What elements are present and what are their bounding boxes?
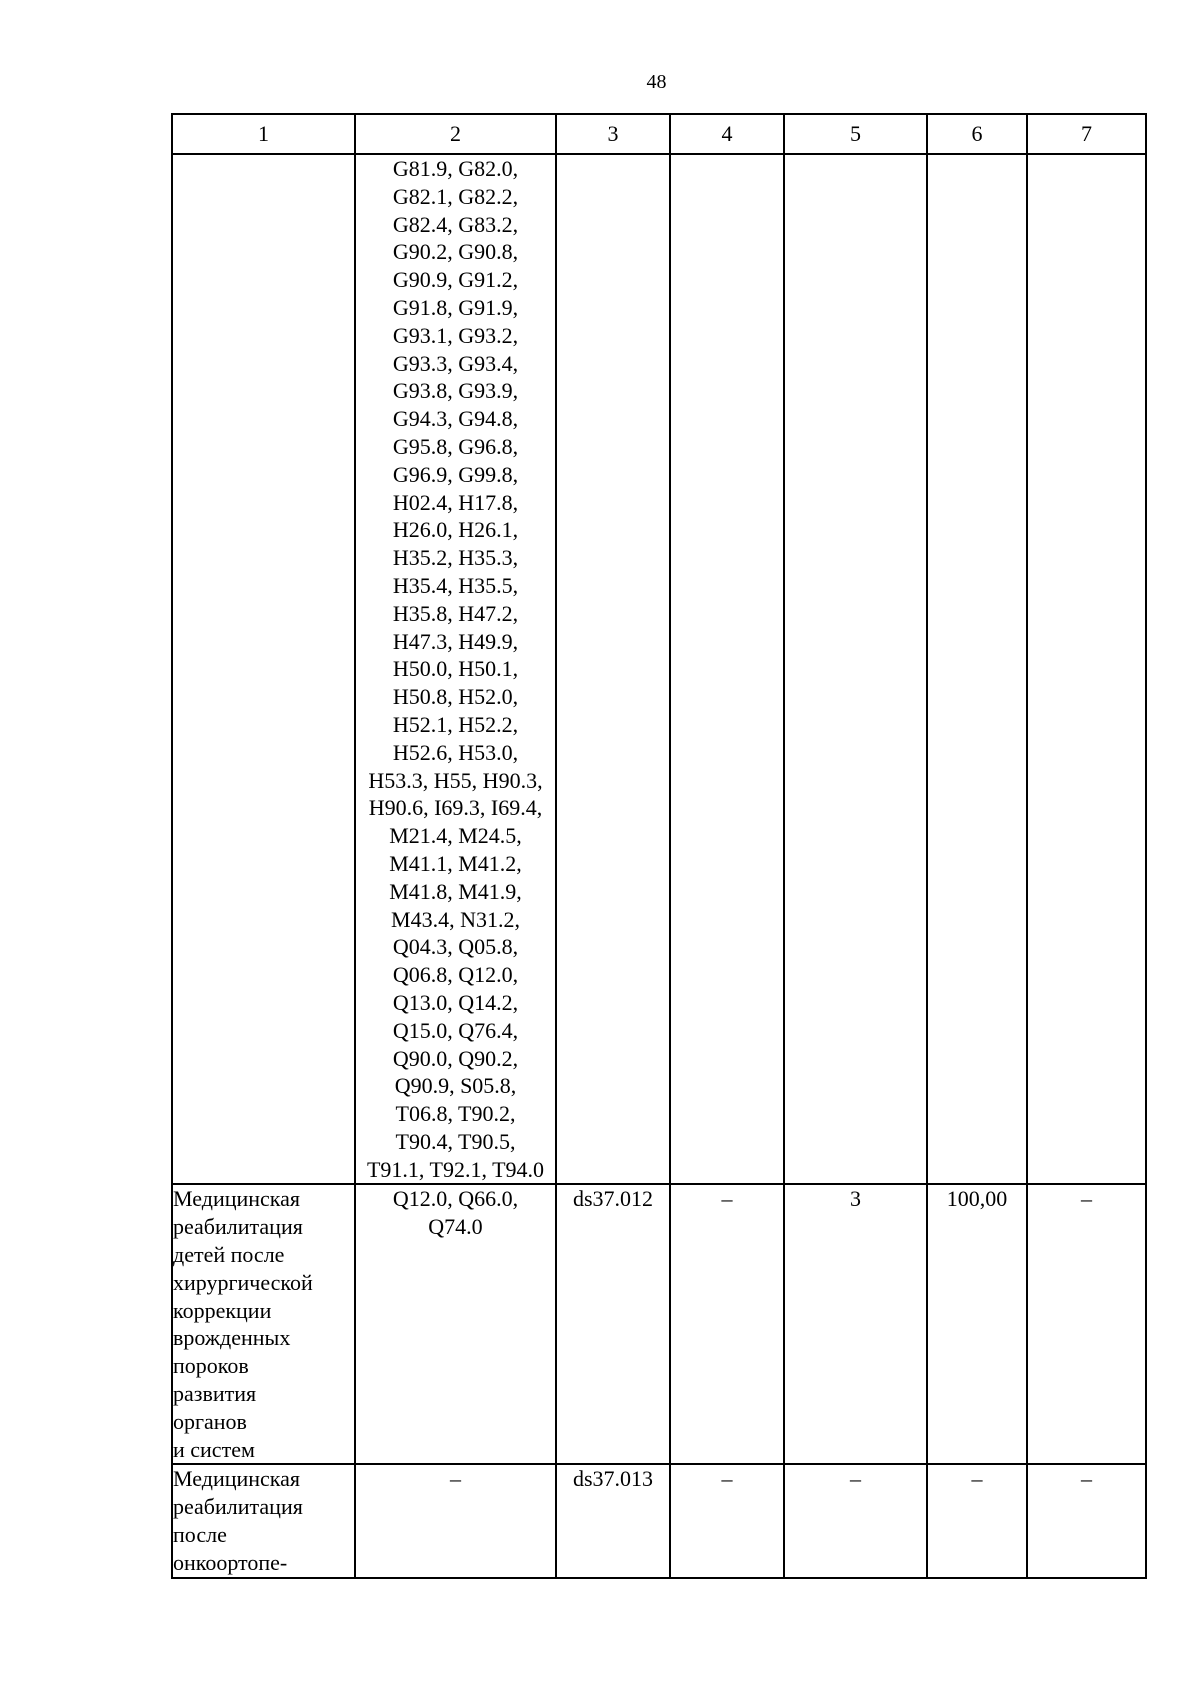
- diagnosis-code-line: H50.8, H52.0,: [392, 684, 519, 710]
- name-text-line: развития: [173, 1381, 257, 1407]
- diagnosis-code-line: G93.8, G93.9,: [392, 378, 519, 404]
- value-cell-6: [927, 154, 1027, 1184]
- diagnosis-code-line: Q15.0, Q76.4,: [392, 1017, 519, 1043]
- name-text-line: пороков: [173, 1353, 249, 1379]
- diagnosis-code-line: G81.9, G82.0,: [392, 156, 519, 181]
- diagnosis-code-line: Q04.3, Q05.8,: [392, 934, 519, 960]
- diagnosis-code-line: M41.1, M41.2,: [389, 850, 522, 876]
- name-text-line: реабилитация: [173, 1494, 303, 1520]
- diagnosis-code-line: G90.2, G90.8,: [392, 239, 519, 265]
- name-cell: [172, 154, 355, 1184]
- name-text-line: реабилитация: [173, 1214, 303, 1240]
- value-cell-7: –: [1027, 1464, 1146, 1577]
- diagnosis-code-line: G93.1, G93.2,: [392, 322, 519, 348]
- value-cell-5: –: [784, 1464, 927, 1577]
- diagnosis-code-line: T90.4, T90.5,: [395, 1128, 516, 1154]
- name-text-line: Медицинская: [173, 1466, 301, 1492]
- name-text-line: детей после: [173, 1242, 285, 1268]
- diagnosis-code-line: M41.8, M41.9,: [389, 878, 522, 904]
- diagnosis-code-line: H52.6, H53.0,: [392, 739, 519, 765]
- name-text-line: врожденных: [173, 1325, 291, 1351]
- name-text-line: онкоортопе-: [173, 1549, 288, 1575]
- name-text-line: органов: [173, 1408, 247, 1434]
- column-header-1: 1: [172, 114, 355, 154]
- diagnosis-code-line: Q13.0, Q14.2,: [392, 989, 519, 1015]
- diagnosis-codes-cell: [355, 154, 556, 1184]
- page-number: 48: [646, 71, 667, 93]
- column-header-3: 3: [556, 114, 670, 154]
- diagnosis-code-line: H53.3, H55, H90.3,: [368, 767, 543, 793]
- name-cell: [172, 1184, 355, 1464]
- diagnosis-code-line: Q06.8, Q12.0,: [392, 962, 519, 988]
- diagnosis-code-line: G96.9, G99.8,: [392, 461, 519, 487]
- diagnosis-code-line: T91.1, T92.1, T94.0: [366, 1156, 545, 1182]
- table-row: [172, 1464, 1146, 1577]
- diagnosis-code-line: Q90.9, S05.8,: [394, 1073, 517, 1099]
- code-cell: ds37.013: [556, 1464, 670, 1577]
- value-cell-5: [784, 154, 927, 1184]
- diagnosis-code-line: H52.1, H52.2,: [392, 711, 519, 737]
- diagnosis-code-line: H35.4, H35.5,: [392, 572, 519, 598]
- name-text-line: после: [173, 1522, 227, 1548]
- diagnosis-code-line: H35.8, H47.2,: [392, 600, 519, 626]
- value-cell-6: –: [927, 1464, 1027, 1577]
- header-row: [172, 114, 1146, 154]
- diagnosis-code-line: –: [450, 1466, 461, 1492]
- value-cell-7: [1027, 154, 1146, 1184]
- diagnosis-code-line: H50.0, H50.1,: [392, 656, 519, 682]
- diagnosis-code-line: G93.3, G93.4,: [392, 350, 519, 376]
- value-cell-4: –: [670, 1464, 784, 1577]
- table-row: [172, 154, 1146, 1184]
- diagnosis-codes-cell: [355, 1184, 556, 1464]
- diagnosis-code-line: T06.8, T90.2,: [395, 1101, 516, 1127]
- column-header-6: 6: [927, 114, 1027, 154]
- diagnosis-code-line: G82.1, G82.2,: [392, 183, 519, 209]
- name-text-line: хирургической: [173, 1269, 313, 1295]
- value-cell-7: –: [1027, 1184, 1146, 1464]
- diagnosis-code-line: G91.8, G91.9,: [392, 294, 519, 320]
- name-text-line: Медицинская: [173, 1186, 301, 1212]
- diagnosis-codes-cell: [355, 1464, 556, 1577]
- diagnosis-code-line: H90.6, I69.3, I69.4,: [368, 795, 543, 821]
- diagnosis-code-line: Q12.0, Q66.0,: [392, 1186, 519, 1212]
- diagnosis-code-line: G95.8, G96.8,: [392, 433, 519, 459]
- diagnosis-code-line: H02.4, H17.8,: [392, 489, 519, 515]
- value-cell-4: –: [670, 1184, 784, 1464]
- diagnosis-code-line: M43.4, N31.2,: [391, 906, 520, 932]
- diagnosis-code-line: M21.4, M24.5,: [389, 823, 522, 849]
- code-cell: [556, 154, 670, 1184]
- diagnosis-code-line: H47.3, H49.9,: [392, 628, 519, 654]
- name-text-line: и систем: [173, 1436, 255, 1462]
- diagnosis-code-line: G82.4, G83.2,: [392, 211, 519, 237]
- table-row: [172, 1184, 1146, 1464]
- value-cell-6: 100,00: [927, 1184, 1027, 1464]
- column-header-7: 7: [1027, 114, 1146, 154]
- diagnosis-code-line: G94.3, G94.8,: [392, 406, 519, 432]
- diagnosis-code-line: H26.0, H26.1,: [392, 517, 519, 543]
- value-cell-4: [670, 154, 784, 1184]
- data-table: [171, 113, 1147, 1579]
- diagnosis-code-line: Q74.0: [428, 1214, 483, 1240]
- diagnosis-code-line: Q90.0, Q90.2,: [392, 1045, 519, 1071]
- name-cell: [172, 1464, 355, 1577]
- diagnosis-code-line: H35.2, H35.3,: [392, 545, 519, 571]
- name-text-line: коррекции: [173, 1297, 272, 1323]
- column-header-4: 4: [670, 114, 784, 154]
- column-header-2: 2: [355, 114, 556, 154]
- value-cell-5: 3: [784, 1184, 927, 1464]
- code-cell: ds37.012: [556, 1184, 670, 1464]
- diagnosis-code-line: G90.9, G91.2,: [392, 267, 519, 293]
- column-header-5: 5: [784, 114, 927, 154]
